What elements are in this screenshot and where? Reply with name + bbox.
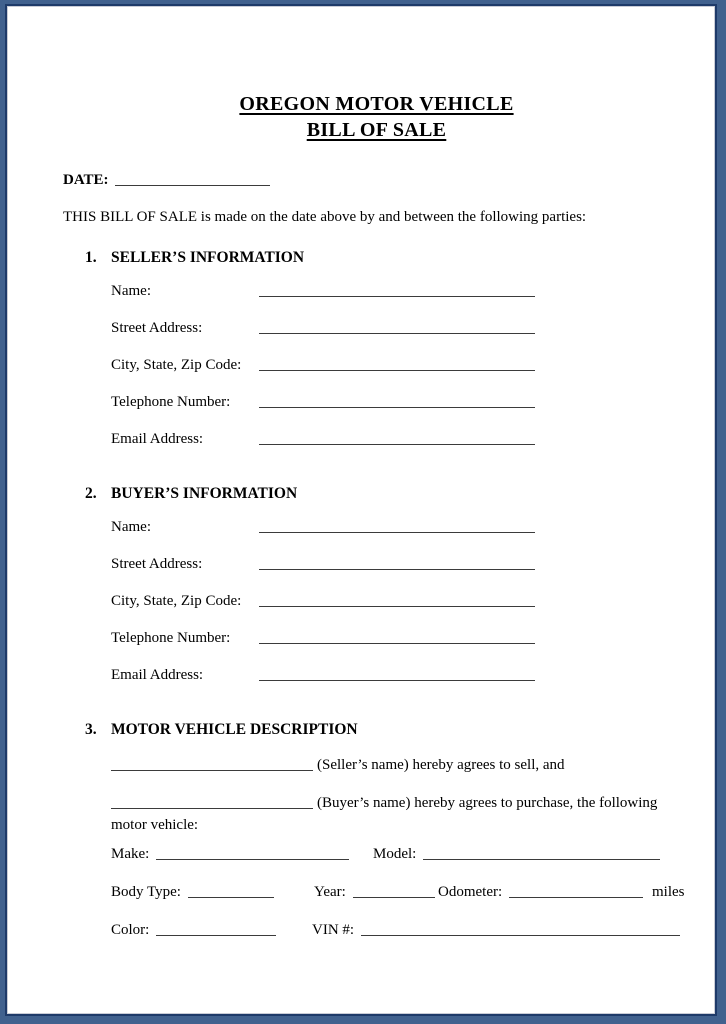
section-heading-label: MOTOR VEHICLE DESCRIPTION xyxy=(111,721,358,738)
seller-email-blank-line[interactable] xyxy=(259,439,535,445)
year-blank-line[interactable] xyxy=(353,892,435,898)
make-label: Make: xyxy=(111,846,150,862)
field-row-seller-email xyxy=(111,431,535,453)
seller-clause xyxy=(111,754,693,776)
field-row-seller-telephone xyxy=(111,394,535,416)
color-label: Color: xyxy=(111,922,150,938)
make-group xyxy=(111,846,349,863)
odometer-label: Odometer: xyxy=(438,884,503,900)
buyer-street-address-blank-line[interactable] xyxy=(259,564,535,570)
model-group xyxy=(373,846,660,863)
make-blank-line[interactable] xyxy=(156,854,349,860)
field-label: Street Address: xyxy=(111,556,203,572)
vehicle-row-make-model xyxy=(111,846,690,868)
section-seller-information xyxy=(63,249,690,453)
section-heading-label: SELLER’S INFORMATION xyxy=(111,249,305,266)
seller-city-state-zip-blank-line[interactable] xyxy=(259,365,535,371)
field-row-buyer-name xyxy=(111,519,535,541)
section-motor-vehicle-description xyxy=(63,721,690,944)
field-label: Street Address: xyxy=(111,320,203,336)
seller-name-fill-line[interactable] xyxy=(111,765,313,771)
buyer-telephone-blank-line[interactable] xyxy=(259,638,535,644)
field-row-buyer-city-state-zip xyxy=(111,593,535,615)
vin-blank-line[interactable] xyxy=(361,930,680,936)
field-label: Name: xyxy=(111,519,151,535)
vehicle-row-body-year-odometer xyxy=(111,884,690,906)
seller-telephone-blank-line[interactable] xyxy=(259,402,535,408)
date-row xyxy=(63,172,690,189)
seller-street-address-blank-line[interactable] xyxy=(259,328,535,334)
section-heading xyxy=(85,249,690,267)
title-line-2: BILL OF SALE xyxy=(306,119,447,141)
seller-clause-text: (Seller’s name) hereby agrees to sell, and xyxy=(317,757,565,773)
document-page xyxy=(5,4,717,1016)
seller-name-blank-line[interactable] xyxy=(259,291,535,297)
field-row-seller-city-state-zip xyxy=(111,357,535,379)
color-group xyxy=(111,922,276,939)
section-heading-label: BUYER’S INFORMATION xyxy=(111,485,298,502)
section-heading xyxy=(85,485,690,503)
color-blank-line[interactable] xyxy=(156,930,276,936)
field-label: City, State, Zip Code: xyxy=(111,593,242,609)
field-label: City, State, Zip Code: xyxy=(111,357,242,373)
section-number: 3. xyxy=(85,721,97,738)
buyer-clause xyxy=(111,792,693,836)
buyer-name-fill-line[interactable] xyxy=(111,803,313,809)
model-blank-line[interactable] xyxy=(423,854,660,860)
section-number: 1. xyxy=(85,249,97,266)
field-label: Email Address: xyxy=(111,667,204,683)
field-label: Name: xyxy=(111,283,151,299)
year-group xyxy=(314,884,435,901)
vehicle-row-color-vin xyxy=(111,922,690,944)
section-number: 2. xyxy=(85,485,97,502)
buyer-clause-text: (Buyer’s name) hereby agrees to purchase, the following motor vehicle: xyxy=(111,795,658,833)
body-type-label: Body Type: xyxy=(111,884,181,900)
buyer-city-state-zip-blank-line[interactable] xyxy=(259,601,535,607)
miles-suffix: miles xyxy=(652,884,685,900)
date-blank-line[interactable] xyxy=(115,180,270,186)
document-title xyxy=(63,91,690,143)
odometer-blank-line[interactable] xyxy=(509,892,643,898)
title-line-1: OREGON MOTOR VEHICLE xyxy=(239,93,514,115)
field-list xyxy=(111,519,535,689)
year-label: Year: xyxy=(314,884,346,900)
intro-text: THIS BILL OF SALE is made on the date above by and between the following parties: xyxy=(63,209,587,225)
buyer-name-blank-line[interactable] xyxy=(259,527,535,533)
field-row-seller-street-address xyxy=(111,320,535,342)
vin-group xyxy=(312,922,680,939)
odometer-group xyxy=(438,884,643,901)
body-type-blank-line[interactable] xyxy=(188,892,274,898)
buyer-email-blank-line[interactable] xyxy=(259,675,535,681)
field-row-buyer-email xyxy=(111,667,535,689)
field-row-buyer-telephone xyxy=(111,630,535,652)
field-label: Telephone Number: xyxy=(111,394,231,410)
field-list xyxy=(111,283,535,453)
section-heading xyxy=(85,721,690,739)
model-label: Model: xyxy=(373,846,417,862)
vin-label: VIN #: xyxy=(312,922,355,938)
field-row-buyer-street-address xyxy=(111,556,535,578)
body-type-group xyxy=(111,884,274,901)
field-label: Email Address: xyxy=(111,431,204,447)
date-label: DATE: xyxy=(63,172,109,188)
section-buyer-information xyxy=(63,485,690,689)
field-row-seller-name xyxy=(111,283,535,305)
field-label: Telephone Number: xyxy=(111,630,231,646)
